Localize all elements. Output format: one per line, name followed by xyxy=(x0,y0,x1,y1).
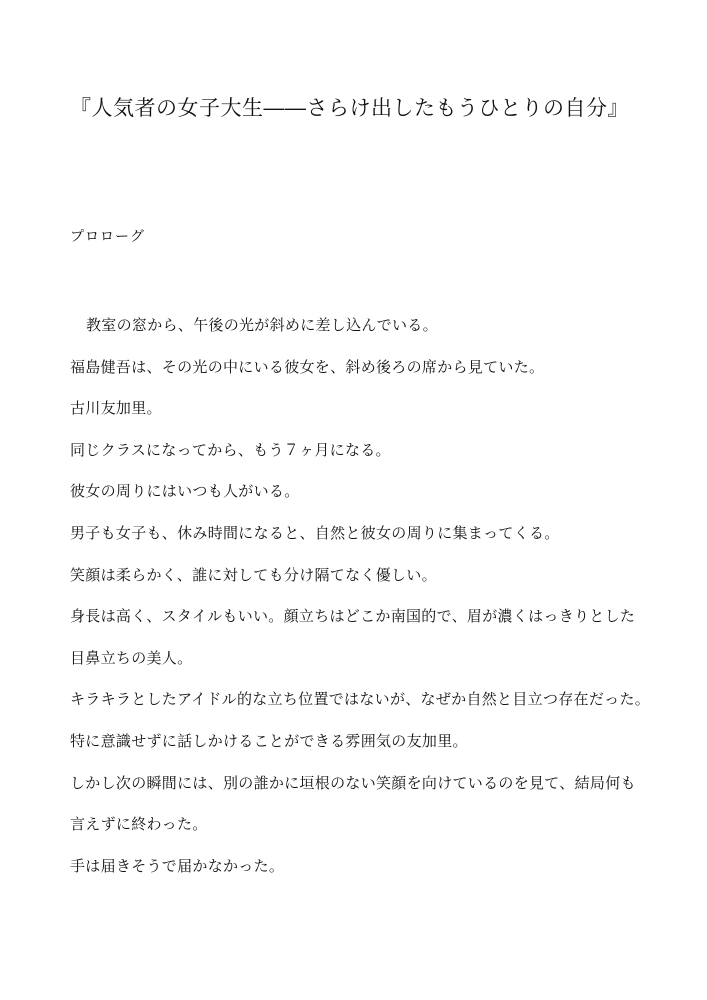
body-line: しかし次の瞬間には、別の誰かに垣根のない笑顔を向けているのを見て、結局何も xyxy=(70,773,636,792)
body-line: 特に意識せずに話しかけることができる雰囲気の友加里。 xyxy=(70,731,468,750)
body-line: 男子も女子も、休み時間になると、自然と彼女の周りに集まってくる。 xyxy=(70,523,560,542)
body-line: 手は届きそうで届かなかった。 xyxy=(70,856,285,875)
body-line: 身長は高く、スタイルもいい。顔立ちはどこか南国的で、眉が濃くはっきりとした xyxy=(70,607,636,626)
body-line: 古川友加里。 xyxy=(70,399,162,418)
body-line: 同じクラスになってから、もう７ヶ月になる。 xyxy=(70,440,391,459)
chapter-heading: プロローグ xyxy=(70,229,145,245)
body-line: 彼女の周りにはいつも人がいる。 xyxy=(70,482,300,501)
body-line: キラキラとしたアイドル的な立ち位置ではないが、なぜか自然と目立つ存在だった。 xyxy=(70,690,651,709)
document-title: 『人気者の女子大生――さらけ出したもうひとりの自分』 xyxy=(70,96,629,120)
body-line: 笑顔は柔らかく、誰に対しても分け隔てなく優しい。 xyxy=(70,565,437,584)
body-line: 目鼻立ちの美人。 xyxy=(70,648,193,667)
body-text xyxy=(70,310,650,892)
body-line: 教室の窓から、午後の光が斜めに差し込んでいる。 xyxy=(86,316,438,334)
body-line: 福島健吾は、その光の中にいる彼女を、斜め後ろの席から見ていた。 xyxy=(70,357,545,376)
body-line: 言えずに終わった。 xyxy=(70,815,208,834)
